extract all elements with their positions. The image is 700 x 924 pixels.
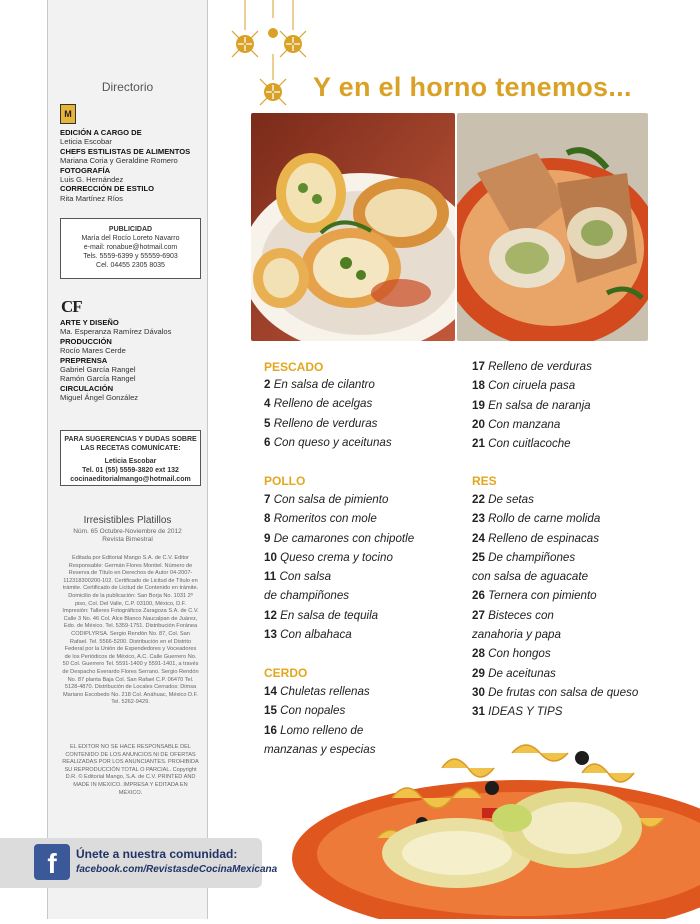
list-item: 24 Relleno de espinacas: [472, 531, 600, 545]
list-item: 27 Bisteces con: [472, 608, 554, 622]
list-item: 12 En salsa de tequila: [264, 608, 379, 622]
suggestions-box: PARA SUGERENCIAS Y DUDAS SOBRE LAS RECETAS COMUNÍCATE: Leticia Escobar Tel. 01 (55) 5559-3820 ext 132 cocinaeditorialmango@hotmail.com: [60, 430, 201, 486]
magazine-title: Irresistibles Platillos: [83, 515, 172, 526]
list-item: 18 Con ciruela pasa: [472, 379, 576, 393]
disclaimer-text: EL EDITOR NO SE HACE RESPONSABLE DEL CONTENIDO DE LOS ANUNCIOS NI DE OFERTAS REALIZADAS POR LOS ANUNCIANTES. PROHIBIDA SU REPRODUCCIÓN TOTAL O PARCIAL. Copyright D.R. © Editorial Mango, S.A. de C.V. PRINTED AND MADE IN MEXICO. IMPRESA Y EDITADA EN MÉXICO.: [62, 744, 199, 796]
list-item: 9 De camarones con chipotle: [264, 531, 415, 545]
list-item: 16 Lomo relleno de: [264, 723, 364, 737]
page-heading: Y en el horno tenemos...: [313, 72, 632, 102]
magazine-issue: Núm. 65 Octubre-Noviembre de 2012 Revista Bimestral: [73, 528, 182, 543]
list-item: 17 Relleno de verduras: [472, 360, 592, 373]
mango-logo: M: [60, 104, 76, 124]
list-item: con salsa de aguacate: [472, 570, 589, 584]
list-item: manzanas y especias: [264, 742, 376, 756]
facebook-cta: Únete a nuestra comunidad:: [76, 847, 238, 861]
section-pollo: POLLO: [264, 474, 306, 488]
list-item: 28 Con hongos: [472, 647, 551, 661]
list-item: 22 De setas: [472, 493, 534, 506]
list-item: 20 Con manzana: [472, 417, 561, 431]
advertising-box: PUBLICIDAD María del Rocío Loreto Navarro e-mail: ronabue@hotmail.com Tels. 5559-6399 y 55559-6903 Cel. 04455 2305 8035: [60, 218, 201, 279]
snowflake-icon: [236, 28, 302, 101]
list-item: 7 Con salsa de pimiento: [264, 493, 389, 506]
toc-pollo: [264, 490, 414, 644]
credits-editorial: EDICIÓN A CARGO DE Leticia Escobar CHEFS ESTILISTAS DE ALIMENTOS Mariana Coria y Geraldine Romero FOTOGRAFÍA Luis G. Hernández CORRECCIÓN DE ESTILO Rita Martínez Ríos: [60, 128, 191, 203]
list-item: 19 En salsa de naranja: [472, 398, 591, 412]
section-res: RES: [472, 474, 497, 488]
facebook-icon[interactable]: f: [34, 844, 70, 880]
section-pescado: PESCADO: [264, 360, 324, 374]
facebook-link[interactable]: facebook.com/RevistasdeCocinaMexicana: [76, 864, 278, 875]
list-item: 31 IDEAS Y TIPS: [472, 705, 563, 719]
list-item: 21 Con cuitlacoche: [472, 437, 571, 451]
photo-pasta-plate: [282, 728, 700, 919]
list-item: 15 Con nopales: [264, 704, 346, 718]
directory-title: Directorio: [101, 80, 154, 94]
directory-sidebar: [47, 0, 208, 919]
legal-text: Editada por Editorial Mango S.A. de C.V. Editor Responsable: Germán Flores Montiel. Número de Reserva de Título en Derechos de Autor 04-2007-112318300200-102. Certificado de Licitud de Título en trámite. Certificado de Licitud de Contenido en trámite. Domicilio de la publicación: San Borja No. 1031 2º piso, Col. Del Valle, C.P. 03100, México, D.F. Impresión: Talleres Fotográficos Zaragoza S.A. de C.V. Calle 3 No. 46 Col. Alce Blanco Naucalpan de Juárez, Edo. de México. Tel. 5359-1751. Distribución Foránea CODIPLYRSA. Sergio Rendón No. 87, Col. San Rafael. Tel. 5566-5200. Distribución en el Distrito Federal por la Unión de Expendedores y Voceadores de los Periódicos de México, A.C. Calle Guerrero No. 50 Col. Guerrero Tel. 5591-1400 y 5591-1401, a través de Despacho Everardo Flores Serrano. Sergio Rendón No. 87 planta Baja Col. San Rafael C.P. 06470 Tel. 5128-4870. Distribución de Locales Cerrados: Dimsa Mariano Escobedo No. 218 Col. Anáhuac, México D.F. Tel. 5262-9429.: [62, 555, 199, 706]
list-item: 26 Ternera con pimiento: [472, 589, 597, 603]
credits-production: ARTE Y DISEÑO Ma. Esperanza Ramírez Dávalos PRODUCCIÓN Rocío Mares Cerde PREPRENSA Gabriel García Rangel Ramón García Rangel CIRCULACIÓN Miguel Ángel González: [60, 318, 172, 403]
photo-pork-chops: [457, 113, 648, 341]
toc-pescado: [264, 375, 392, 452]
list-item: 2 En salsa de cilantro: [264, 378, 375, 391]
photo-stuffed-chicken: [251, 113, 455, 341]
list-item: 6 Con queso y aceitunas: [264, 435, 392, 449]
list-item: 13 Con albahaca: [264, 628, 352, 642]
toc-res: [472, 490, 638, 722]
list-item: 30 De frutas con salsa de queso: [472, 685, 639, 699]
list-item: 29 De aceitunas: [472, 666, 556, 680]
list-item: zanahoria y papa: [472, 628, 561, 642]
cf-logo: CF: [61, 297, 82, 316]
list-item: 4 Relleno de acelgas: [264, 397, 373, 411]
contact-email: cocinaeditorialmango@hotmail.com: [70, 476, 191, 483]
list-item: 10 Queso crema y tocino: [264, 550, 393, 564]
toc-cerdo-continued: [472, 357, 592, 453]
christmas-ornaments: [218, 0, 318, 112]
section-cerdo: CERDO: [264, 666, 308, 680]
list-item: 25 De champiñones: [472, 550, 576, 564]
list-item: 14 Chuletas rellenas: [264, 685, 370, 698]
list-item: de champiñones: [264, 589, 350, 603]
list-item: 5 Relleno de verduras: [264, 416, 378, 430]
list-item: 23 Rollo de carne molida: [472, 512, 601, 526]
list-item: 11 Con salsa: [264, 570, 332, 584]
list-item: 8 Romeritos con mole: [264, 512, 377, 526]
